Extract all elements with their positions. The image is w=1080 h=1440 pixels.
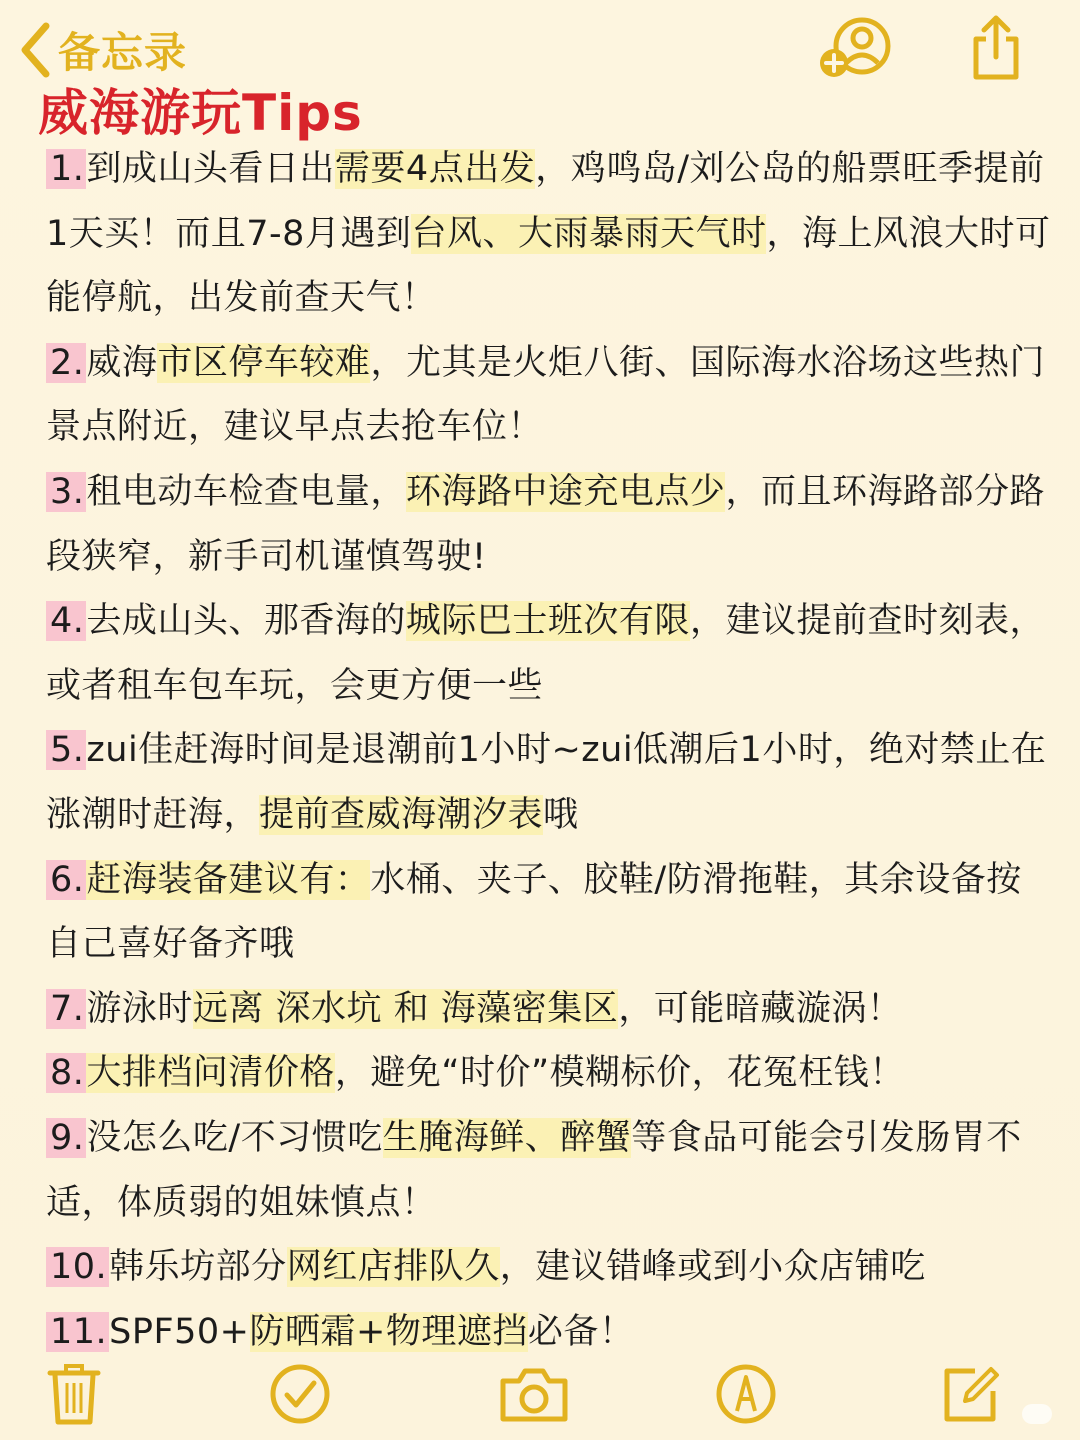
- back-button[interactable]: [18, 20, 187, 80]
- tip-highlight: 台风、大雨暴雨天气时: [411, 213, 767, 254]
- tip-highlight: 环海路中途充电点少: [405, 471, 726, 512]
- camera-button[interactable]: [496, 1358, 572, 1434]
- tip-number: 1.: [46, 149, 86, 189]
- tip-highlight: 提前查威海潮汐表: [259, 794, 544, 835]
- tip-item: [46, 977, 1056, 1042]
- tip-item: [46, 848, 1056, 977]
- share-icon: [966, 13, 1026, 87]
- tip-item: [46, 460, 1056, 589]
- tip-text: 必备！: [527, 1311, 635, 1352]
- tip-highlight: 生腌海鲜、醉蟹: [382, 1117, 632, 1158]
- tip-text: 等食品可能会引发肠胃不适，体质弱的姐妹慎点！: [46, 1117, 1022, 1223]
- compose-button[interactable]: [934, 1358, 1010, 1434]
- bottom-toolbar: [0, 1352, 1080, 1440]
- tip-number: 8.: [46, 1053, 86, 1093]
- tip-text: 哦: [543, 794, 579, 835]
- compose-icon: [941, 1363, 1003, 1429]
- tip-text: ，鸡鸣岛/刘公岛的船票旺季提前1天买！而且7-8月遇到: [46, 149, 1045, 254]
- share-button[interactable]: [958, 12, 1034, 88]
- trash-icon: [46, 1361, 102, 1431]
- tip-number: 4.: [46, 601, 86, 641]
- tip-highlight: 市区停车较难: [157, 342, 371, 383]
- chevron-left-icon: [18, 21, 52, 79]
- checklist-button[interactable]: [262, 1358, 338, 1434]
- tip-number: 2.: [46, 343, 86, 383]
- note-title[interactable]: 威海游玩Tips: [38, 84, 363, 142]
- tip-number: 7.: [46, 989, 86, 1029]
- note-body[interactable]: [46, 137, 1056, 1364]
- tip-number: 10.: [46, 1247, 109, 1287]
- tip-text: 游泳时: [86, 988, 193, 1029]
- markup-icon: [715, 1363, 777, 1429]
- tip-highlight: 城际巴士班次有限: [405, 601, 690, 642]
- tip-text: ，建议错峰或到小众店铺吃: [499, 1247, 926, 1288]
- tip-text: 威海: [86, 342, 158, 383]
- delete-button[interactable]: [36, 1358, 112, 1434]
- tip-text: 租电动车检查电量，: [86, 471, 406, 512]
- tip-number: 11.: [46, 1312, 109, 1352]
- tip-text: 到成山头看日出: [86, 149, 335, 189]
- tip-text: SPF50+: [109, 1311, 250, 1352]
- camera-icon: [499, 1365, 569, 1427]
- top-nav-bar: [0, 0, 1080, 92]
- tip-text: 水桶、夹子、胶鞋/防滑拖鞋，其余设备按自己喜好备齐哦: [46, 859, 1022, 965]
- tip-item: [46, 331, 1056, 460]
- tip-item: [46, 589, 1056, 718]
- tip-text: zui佳赶海时间是退潮前1小时~zui低潮后1小时，绝对禁止在涨潮时赶海，: [46, 730, 1047, 835]
- tip-text: ，建议提前查时刻表，或者租车包车玩，会更方便一些: [46, 601, 1045, 706]
- tip-highlight: 防晒霜+物理遮挡: [249, 1311, 528, 1352]
- tip-item: [46, 1041, 1056, 1106]
- tip-item: [46, 1235, 1056, 1300]
- tip-number: 5.: [46, 730, 86, 770]
- tip-text: ，海上风浪大时可能停航，出发前查天气！: [46, 213, 1051, 319]
- tip-text: ，可能暗藏漩涡！: [618, 988, 903, 1029]
- tip-highlight: 网红店排队久: [286, 1247, 500, 1288]
- tip-highlight: 需要4点出发: [334, 149, 536, 189]
- back-label: 备忘录: [58, 28, 188, 77]
- tip-text: 没怎么吃/不习惯吃: [86, 1117, 383, 1158]
- tip-text: 去成山头、那香海的: [86, 601, 406, 642]
- tip-number: 9.: [46, 1118, 86, 1158]
- tip-highlight: 远离 深水坑 和 海藻密集区: [192, 988, 619, 1029]
- tip-item: [46, 1106, 1056, 1235]
- tip-item: [46, 137, 1056, 331]
- tip-text: ，而且环海路部分路段狭窄，新手司机谨慎驾驶!: [46, 471, 1045, 577]
- tip-text: 韩乐坊部分: [109, 1247, 287, 1288]
- tip-highlight: 赶海装备建议有：: [86, 859, 371, 900]
- watermark-dot: [1022, 1404, 1052, 1424]
- tip-item: [46, 718, 1056, 847]
- checklist-icon: [269, 1363, 331, 1429]
- tip-text: ，避免“时价”模糊标价，花冤枉钱！: [334, 1053, 905, 1094]
- tip-number: 6.: [46, 860, 86, 900]
- share-people-button[interactable]: [818, 12, 894, 88]
- markup-button[interactable]: [708, 1358, 784, 1434]
- tip-highlight: 大排档问清价格: [86, 1053, 335, 1094]
- tip-number: 3.: [46, 472, 86, 512]
- tip-text: ，尤其是火炬八街、国际海水浴场这些热门景点附近，建议早点去抢车位！: [46, 342, 1045, 448]
- person-add-icon: [818, 13, 894, 87]
